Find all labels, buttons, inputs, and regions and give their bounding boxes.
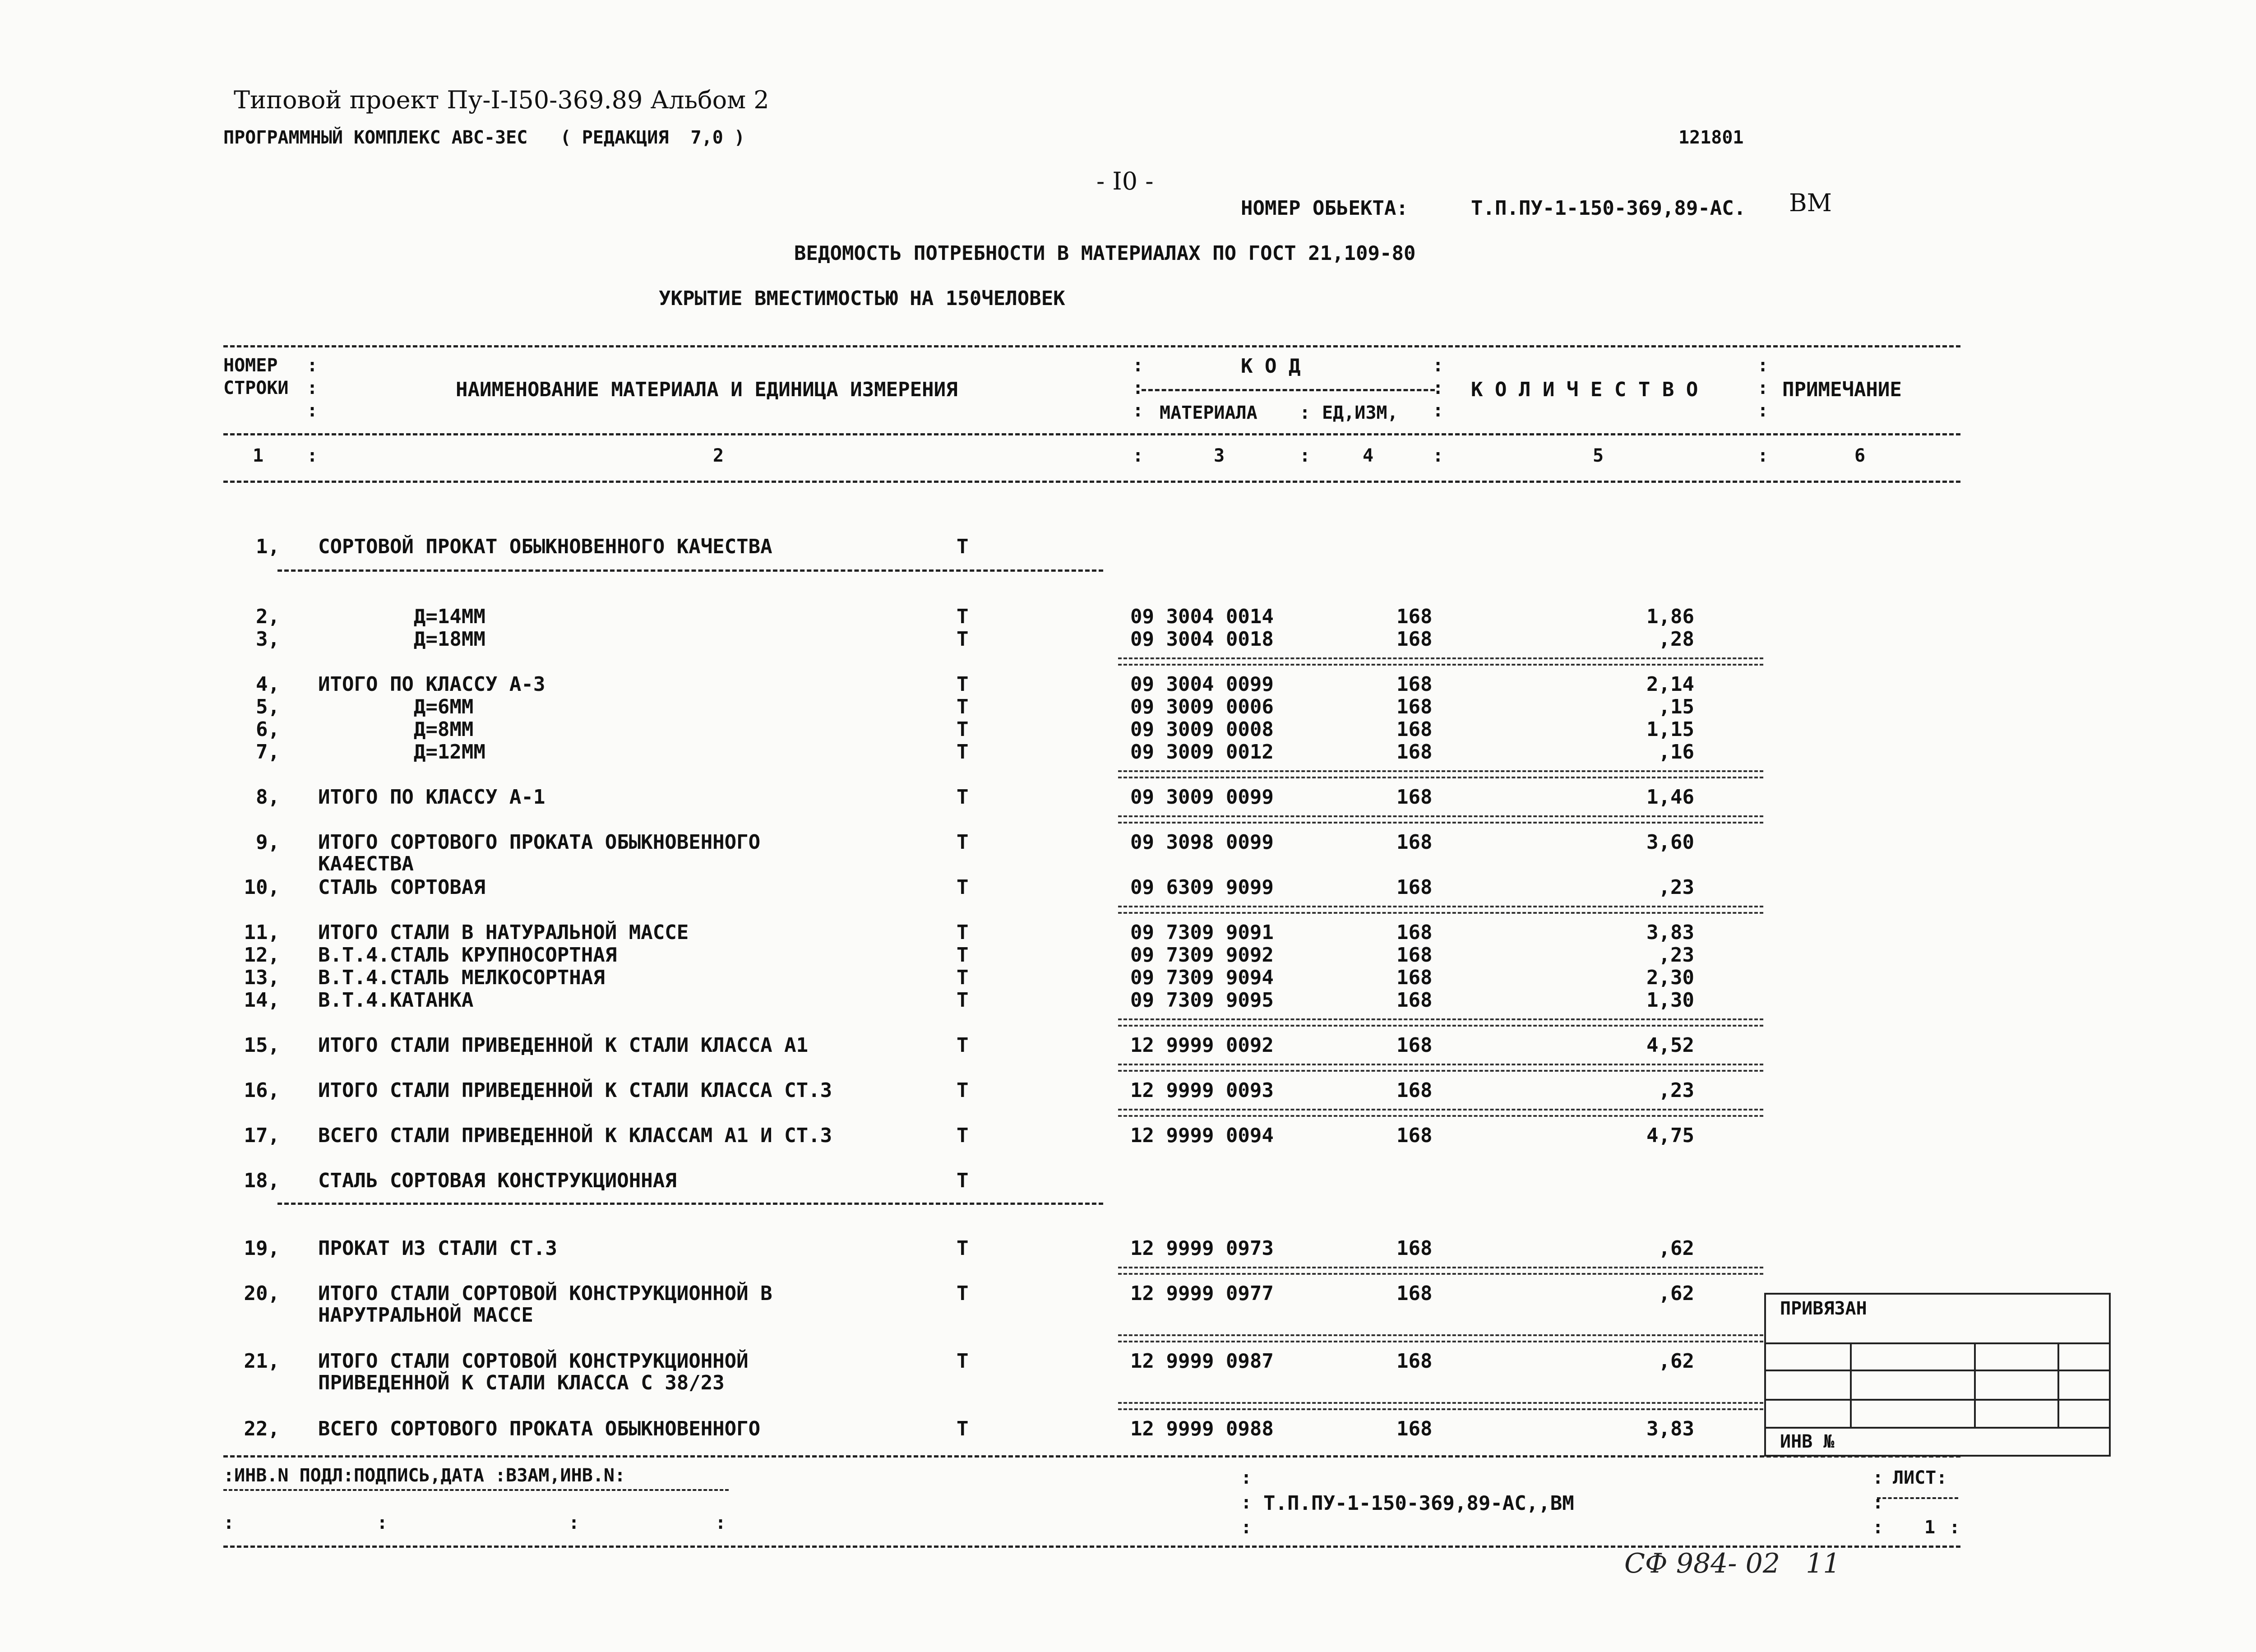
col6-header: ПРИМЕЧАНИЕ (1782, 378, 1902, 401)
material-name: ИТОГО ПО КЛАССУ А-1 (318, 786, 546, 809)
unit-cell: Т (957, 1124, 969, 1147)
material-code: 09 3009 0006 (1130, 695, 1274, 718)
subtotal-rule (1118, 1064, 1763, 1072)
unit-cell: Т (957, 944, 969, 967)
section-rule (277, 569, 1103, 572)
material-name: В.Т.4.КАТАНКА (318, 989, 474, 1012)
unit-code: 168 (1396, 876, 1433, 899)
unit-cell: Т (957, 921, 969, 944)
quantity: ,62 (1658, 1237, 1694, 1260)
header-bottom-rule (223, 481, 1960, 483)
quantity: 3,83 (1646, 1417, 1694, 1440)
row-number: 21, (244, 1350, 280, 1373)
material-name: ВСЕГО СТАЛИ ПРИВЕДЕННОЙ К КЛАССАМ А1 И СТ.3 (318, 1124, 832, 1147)
unit-code: 168 (1396, 989, 1433, 1012)
table-row (0, 1126, 2256, 1148)
divider-mark: : (1133, 400, 1144, 421)
table-row (0, 720, 2256, 742)
divider-mark: : (715, 1513, 726, 1533)
sheet-number: 1 (1924, 1517, 1936, 1538)
stamp-rule (1764, 1427, 2109, 1429)
unit-code: 168 (1396, 1282, 1433, 1305)
col1-header-line2: СТРОКИ (223, 378, 289, 398)
unit-cell: Т (957, 1079, 969, 1102)
quantity: 4,52 (1646, 1034, 1694, 1057)
divider-mark: : (1433, 445, 1444, 466)
row-number: 5, (256, 695, 280, 718)
row-number: 11, (244, 921, 280, 944)
quantity: 4,75 (1646, 1124, 1694, 1147)
row-number: 20, (244, 1282, 280, 1305)
material-name: Д=8ММ (318, 718, 474, 741)
unit-code: 168 (1396, 1417, 1433, 1440)
quantity: 2,30 (1646, 966, 1694, 989)
row-number: 19, (244, 1237, 280, 1260)
object-label: НОМЕР ОБЬЕКТА: (1241, 197, 1408, 220)
subtotal-rule (1118, 657, 1763, 666)
material-code: 12 9999 0973 (1130, 1237, 1274, 1260)
table-row (0, 945, 2256, 968)
table-row (0, 968, 2256, 990)
table-row (0, 1239, 2256, 1261)
unit-cell: Т (957, 1034, 969, 1057)
subtotal-rule (1118, 1334, 1763, 1342)
quantity: ,62 (1658, 1350, 1694, 1373)
unit-cell: Т (957, 1282, 969, 1305)
code-group-header: К О Д (1241, 355, 1301, 378)
object-value: Т.П.ПУ-1-150-369,89-АС. (1471, 197, 1746, 220)
unit-cell: Т (957, 989, 969, 1012)
material-name: ИТОГО СТАЛИ СОРТОВОЙ КОНСТРУКЦИОННОЙ (318, 1350, 749, 1373)
col-number-6: 6 (1854, 445, 1866, 466)
divider-mark: : (1757, 400, 1769, 421)
divider-mark: : (1757, 355, 1769, 376)
unit-cell: Т (957, 1237, 969, 1260)
col2-header: НАИМЕНОВАНИЕ МАТЕРИАЛА И ЕДИНИЦА ИЗМЕРЕНИЯ (456, 378, 958, 401)
material-code: 09 3098 0099 (1130, 831, 1274, 854)
table-row (0, 607, 2256, 629)
unit-cell: Т (957, 831, 969, 854)
header-top-rule (223, 345, 1960, 347)
row-number: 6, (256, 718, 280, 741)
unit-code: 168 (1396, 673, 1433, 696)
subtotal-rule (1118, 906, 1763, 914)
material-code: 12 9999 0988 (1130, 1417, 1274, 1440)
table-row (0, 878, 2256, 900)
unit-cell: Т (957, 1417, 969, 1440)
unit-code: 168 (1396, 628, 1433, 651)
stamp-vrule (1850, 1342, 1852, 1427)
divider-mark: : (1757, 445, 1769, 466)
col-number-3: 3 (1214, 445, 1225, 466)
unit-code: 168 (1396, 1124, 1433, 1147)
divider-mark: : (1433, 378, 1444, 398)
stamp-inv-no: ИНВ № (1780, 1431, 1835, 1452)
stamp-vrule (2057, 1342, 2059, 1427)
subtotal-rule (1118, 1109, 1763, 1117)
subtotal-rule (1118, 1018, 1763, 1027)
material-name: ИТОГО СОРТОВОГО ПРОКАТА ОБЫКНОВЕННОГО (318, 831, 761, 854)
subtotal-rule (1118, 770, 1763, 778)
unit-cell: Т (957, 1169, 969, 1192)
document-title: ВЕДОМОСТЬ ПОТРЕБНОСТИ В МАТЕРИАЛАХ ПО ГОСТ 21,109-80 (794, 242, 1416, 265)
quantity: 3,83 (1646, 921, 1694, 944)
quantity: ,62 (1658, 1282, 1694, 1305)
divider-mark: : (1433, 355, 1444, 376)
material-code: 12 9999 0092 (1130, 1034, 1274, 1057)
divider-mark: : (569, 1513, 580, 1533)
divider-mark: : (1133, 378, 1144, 398)
document-subtitle: УКРЫТИЕ ВМЕСТИМОСТЬЮ НА 150ЧЕЛОВЕК (659, 287, 1065, 310)
row-number: 12, (244, 944, 280, 967)
unit-cell: Т (957, 1350, 969, 1373)
material-name: ПРОКАТ ИЗ СТАЛИ СТ.3 (318, 1237, 557, 1260)
divider-mark: : (1433, 400, 1444, 421)
unit-code: 168 (1396, 718, 1433, 741)
material-code: 09 3004 0014 (1130, 605, 1274, 628)
material-name-continued: ПРИВЕДЕННОЙ К СТАЛИ КЛАССА С 38/23 (318, 1371, 725, 1394)
material-code: 09 7309 9092 (1130, 944, 1274, 967)
material-name: Д=12ММ (318, 740, 485, 764)
stamp-privyazan: ПРИВЯЗАН (1780, 1298, 1867, 1319)
divider-mark: : (1872, 1467, 1884, 1488)
row-number: 1, (256, 535, 280, 558)
row-number: 7, (256, 740, 280, 764)
code-group-rule (1142, 389, 1435, 391)
material-name: В.Т.4.СТАЛЬ МЕЛКОСОРТНАЯ (318, 966, 605, 989)
quantity: ,15 (1658, 695, 1694, 718)
unit-cell: Т (957, 966, 969, 989)
divider-mark: : (1133, 445, 1144, 466)
material-name: Д=14ММ (318, 605, 485, 628)
sheet-rule (1877, 1497, 1958, 1499)
divider-mark: : (1299, 403, 1311, 423)
row-number: 8, (256, 786, 280, 809)
unit-cell: Т (957, 673, 969, 696)
divider-mark: : (307, 445, 318, 466)
unit-cell: Т (957, 535, 969, 558)
material-code: 09 7309 9095 (1130, 989, 1274, 1012)
material-name: Д=6ММ (318, 695, 474, 718)
unit-code: 168 (1396, 1079, 1433, 1102)
row-number: 13, (244, 966, 280, 989)
unit-cell: Т (957, 605, 969, 628)
subtotal-rule (1118, 815, 1763, 824)
unit-code: 168 (1396, 1237, 1433, 1260)
unit-cell: Т (957, 718, 969, 741)
divider-mark: : (1241, 1492, 1252, 1513)
material-name: СТАЛЬ СОРТОВАЯ (318, 876, 485, 899)
object-suffix: ВМ (1789, 189, 1832, 217)
col-number-2: 2 (713, 445, 724, 466)
table-row (0, 1081, 2256, 1103)
col-number-1: 1 (253, 445, 264, 466)
unit-code: 168 (1396, 944, 1433, 967)
row-number: 3, (256, 628, 280, 651)
divider-mark: : (1757, 378, 1769, 398)
row-number: 4, (256, 673, 280, 696)
unit-code: 168 (1396, 740, 1433, 764)
col1-header-line1: НОМЕР (223, 355, 278, 376)
unit-cell: Т (957, 786, 969, 809)
material-code: 12 9999 0977 (1130, 1282, 1274, 1305)
quantity: ,16 (1658, 740, 1694, 764)
divider-mark: : (1872, 1492, 1884, 1513)
material-code: 09 7309 9091 (1130, 921, 1274, 944)
quantity: 2,14 (1646, 673, 1694, 696)
section-rule (277, 1203, 1103, 1205)
unit-cell: Т (957, 740, 969, 764)
col-number-5: 5 (1593, 445, 1604, 466)
row-number: 2, (256, 605, 280, 628)
doc-code-number: 121801 (1678, 127, 1744, 148)
divider-mark: : (1241, 1517, 1252, 1538)
row-number: 17, (244, 1124, 280, 1147)
material-code: 09 6309 9099 (1130, 876, 1274, 899)
table-row (0, 675, 2256, 697)
material-code: 09 3004 0099 (1130, 673, 1274, 696)
material-name: ВСЕГО СОРТОВОГО ПРОКАТА ОБЫКНОВЕННОГО (318, 1417, 761, 1440)
table-row (0, 1171, 2256, 1194)
row-number: 22, (244, 1417, 280, 1440)
unit-cell: Т (957, 628, 969, 651)
material-name: ИТОГО СТАЛИ ПРИВЕДЕННОЙ К СТАЛИ КЛАССА А1 (318, 1034, 809, 1057)
col5-header: К О Л И Ч Е С Т В О (1471, 378, 1698, 401)
divider-mark: : (223, 1513, 235, 1533)
material-name-continued: НАРУТРАЛЬНОЙ МАССЕ (318, 1304, 533, 1327)
row-number: 15, (244, 1034, 280, 1057)
divider-mark: : (377, 1513, 388, 1533)
material-name: Д=18ММ (318, 628, 485, 651)
quantity: 1,86 (1646, 605, 1694, 628)
table-row (0, 923, 2256, 945)
material-name: СТАЛЬ СОРТОВАЯ КОНСТРУКЦИОННАЯ (318, 1169, 677, 1192)
divider-mark: : (307, 355, 318, 376)
material-name: ИТОГО СТАЛИ ПРИВЕДЕННОЙ К СТАЛИ КЛАССА СТ.3 (318, 1079, 832, 1102)
divider-mark: : (1241, 1467, 1252, 1488)
handwritten-archive-mark: СФ 984- 02 11 (1624, 1548, 1840, 1579)
page-number: - I0 - (1096, 167, 1154, 195)
divider-mark: : (307, 378, 318, 398)
row-number: 9, (256, 831, 280, 854)
sheet-label: ЛИСТ: (1893, 1467, 1947, 1488)
unit-code: 168 (1396, 1034, 1433, 1057)
material-name: СОРТОВОЙ ПРОКАТ ОБЫКНОВЕННОГО КАЧЕСТВА (318, 535, 772, 558)
row-number: 16, (244, 1079, 280, 1102)
material-name-continued: КА4ЕСТВА (318, 852, 414, 875)
unit-code: 168 (1396, 831, 1433, 854)
quantity: 1,15 (1646, 718, 1694, 741)
quantity: 1,46 (1646, 786, 1694, 809)
material-code: 09 7309 9094 (1130, 966, 1274, 989)
table-row (0, 697, 2256, 720)
subtotal-rule (1118, 1402, 1763, 1410)
material-code: 12 9999 0094 (1130, 1124, 1274, 1147)
stamp-vrule (1974, 1342, 1976, 1427)
table-row (0, 537, 2256, 560)
sign-block-rule (223, 1489, 729, 1491)
material-name: ИТОГО ПО КЛАССУ А-3 (318, 673, 546, 696)
footer-top-rule (223, 1455, 1960, 1458)
table-row (0, 831, 2256, 875)
quantity: 1,30 (1646, 989, 1694, 1012)
col4-header: ЕД,ИЗМ, (1322, 403, 1398, 423)
quantity: ,28 (1658, 628, 1694, 651)
material-code: 09 3009 0012 (1130, 740, 1274, 764)
divider-mark: : (1133, 355, 1144, 376)
row-number: 14, (244, 989, 280, 1012)
col-number-4: 4 (1363, 445, 1374, 466)
program-line: ПРОГРАММНЫЙ КОМПЛЕКС АВС-3ЕС ( РЕДАКЦИЯ 7,0 ) (223, 127, 745, 148)
unit-code: 168 (1396, 1350, 1433, 1373)
col3-header: МАТЕРИАЛА (1160, 403, 1257, 423)
divider-mark: : (1299, 445, 1311, 466)
unit-code: 168 (1396, 605, 1433, 628)
unit-code: 168 (1396, 786, 1433, 809)
material-name: ИТОГО СТАЛИ В НАТУРАЛЬНОЙ МАССЕ (318, 921, 689, 944)
footer-doc-code: Т.П.ПУ-1-150-369,89-АС,,ВМ (1263, 1492, 1574, 1515)
table-row (0, 742, 2256, 765)
subtotal-rule (1118, 1267, 1763, 1275)
divider-mark: : (1872, 1517, 1884, 1538)
material-name: В.Т.4.СТАЛЬ КРУПНОСОРТНАЯ (318, 944, 617, 967)
material-code: 12 9999 0093 (1130, 1079, 1274, 1102)
header-mid-rule (223, 433, 1960, 435)
row-number: 18, (244, 1169, 280, 1192)
divider-mark: : (1949, 1517, 1960, 1538)
material-code: 12 9999 0987 (1130, 1350, 1274, 1373)
quantity: ,23 (1658, 1079, 1694, 1102)
table-row (0, 629, 2256, 652)
material-code: 09 3004 0018 (1130, 628, 1274, 651)
quantity: ,23 (1658, 876, 1694, 899)
material-code: 09 3009 0099 (1130, 786, 1274, 809)
unit-cell: Т (957, 695, 969, 718)
table-row (0, 990, 2256, 1013)
project-line: Типовой проект Пу-I-I50-369.89 Альбом 2 (234, 86, 769, 114)
unit-code: 168 (1396, 921, 1433, 944)
table-row (0, 787, 2256, 810)
table-row (0, 1036, 2256, 1058)
unit-cell: Т (957, 876, 969, 899)
material-code: 09 3009 0008 (1130, 718, 1274, 741)
unit-code: 168 (1396, 966, 1433, 989)
material-name: ИТОГО СТАЛИ СОРТОВОЙ КОНСТРУКЦИОННОЙ В (318, 1282, 772, 1305)
unit-code: 168 (1396, 695, 1433, 718)
row-number: 10, (244, 876, 280, 899)
sign-block-header: :ИНВ.N ПОДЛ:ПОДПИСЬ,ДАТА :ВЗАМ,ИНВ.N: (223, 1465, 626, 1486)
quantity: 3,60 (1646, 831, 1694, 854)
quantity: ,23 (1658, 944, 1694, 967)
divider-mark: : (307, 400, 318, 421)
